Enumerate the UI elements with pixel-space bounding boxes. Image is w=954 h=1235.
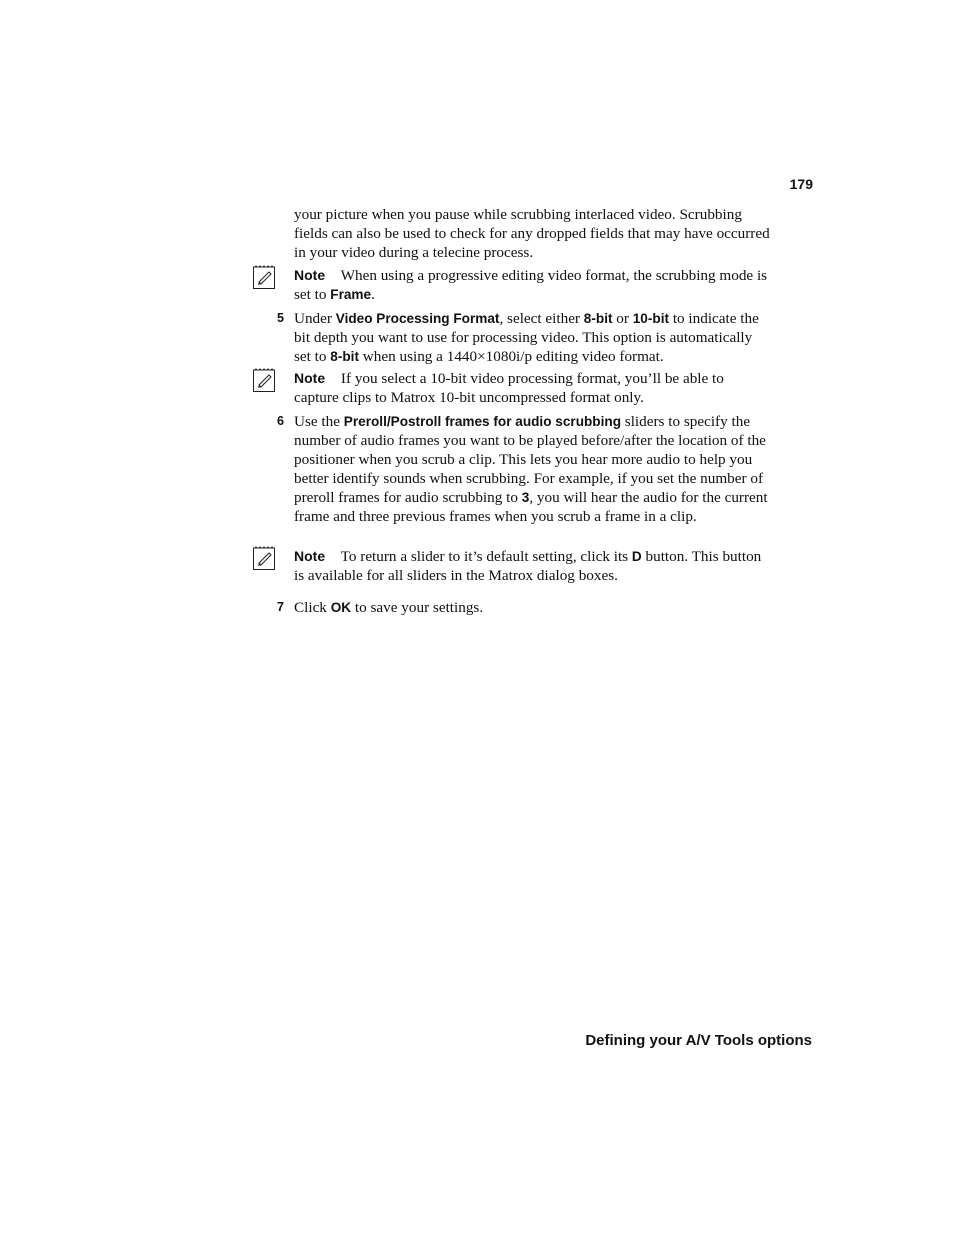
step-5-option-8bit: 8-bit (583, 311, 613, 326)
page-number: 179 (789, 176, 813, 192)
step-7-t1: Click (294, 599, 327, 616)
note-label: Note (294, 267, 326, 283)
note-2 (294, 369, 772, 407)
intro-paragraph: your picture when you pause while scrubbing interlaced video. Scrubbing fields can also be used to check for any dropped fields that may have occurred in your video during a telecine process. (294, 206, 770, 261)
step-5-default-8bit: 8-bit (330, 349, 359, 364)
note-icon (252, 367, 276, 393)
note-1 (294, 266, 772, 304)
note-1-text: When using a progressive editing video format, the scrubbing mode is set to (294, 267, 768, 303)
step-6-t2: sliders to specify the number of audio frames you want to be played before/after the location of the positioner when you scrub a clip. This lets you hear more audio to help you better identify sounds when scrubbing. For example, if you set the number of preroll frames for audio scrubbing to (294, 413, 766, 506)
step-5-t4: to indicate the bit depth you want to use for processing video. This option is automatically set to (294, 310, 759, 365)
note-1-bold: Frame (330, 287, 372, 302)
step-5-t2: , select either (499, 310, 580, 327)
note-label: Note (294, 548, 326, 564)
note-3-text: To return a slider to it’s default setting, click its (340, 548, 629, 565)
step-7-t2: to save your settings. (354, 599, 484, 616)
step-6-number: 6 (277, 414, 284, 428)
footer-section-title: Defining your A/V Tools options (585, 1032, 812, 1049)
step-6-text (294, 412, 772, 526)
note-icon (252, 264, 276, 290)
step-5-option-10bit: 10-bit (632, 311, 670, 326)
step-7-number: 7 (277, 600, 284, 614)
step-6-t1: Use the (294, 413, 340, 430)
step-5-setting-name: Video Processing Format (335, 311, 500, 326)
step-5-number: 5 (277, 311, 284, 325)
note-icon (252, 545, 276, 571)
step-6-setting-name: Preroll/Postroll frames for audio scrubbing (343, 414, 621, 429)
step-5-t3: or (616, 310, 629, 327)
note-3-text-end: button. This button is available for all sliders in the Matrox dialog boxes. (294, 548, 762, 584)
step-5-text (294, 309, 772, 366)
step-5-t1: Under (294, 310, 332, 327)
note-3 (294, 547, 772, 585)
note-label: Note (294, 370, 326, 386)
note-2-text: If you select a 10-bit video processing format, you’ll be able to capture clips to Matrox 10-bit uncompressed format only. (294, 370, 724, 406)
step-6-t3: , you will hear the audio for the current frame and three previous frames when you scrub a frame in a clip. (294, 489, 768, 525)
note-1-text-end: . (371, 286, 375, 303)
step-5-t5: when using a 1440×1080i/p editing video format. (362, 348, 664, 365)
step-6-value: 3 (521, 490, 530, 505)
note-3-bold: D (631, 549, 642, 564)
step-7-text (294, 598, 772, 617)
step-7-ok: OK (330, 600, 352, 615)
